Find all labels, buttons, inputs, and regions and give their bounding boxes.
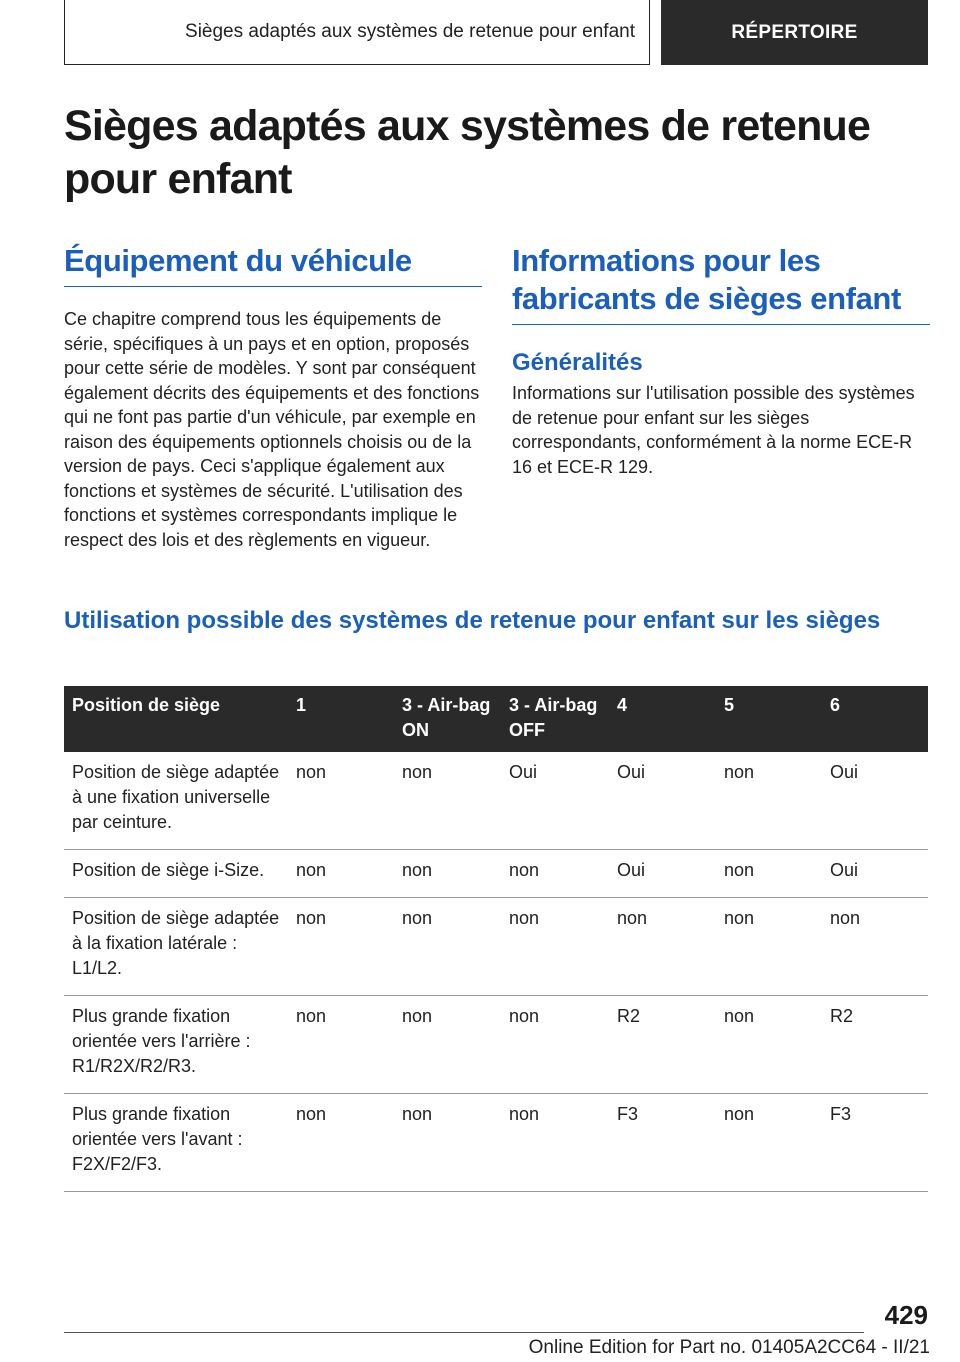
table-row [64,996,928,1094]
table-cell: non [501,1094,609,1192]
table-cell: R2 [822,996,928,1094]
table-cell: Oui [822,752,928,850]
header-cell: 1 [288,686,394,752]
table-cell: non [716,996,822,1094]
table-cell: Oui [822,850,928,898]
general-text: Informations sur l'utilisation possible des systèmes de retenue pour enfant sur les sièges correspondants, conformément à la norme ECE-R 16 et ECE-R 129. [512,383,915,477]
table-cell: Oui [501,752,609,850]
footer-divider [64,1332,864,1333]
page-number: 429 [884,1300,928,1330]
table-cell: non [288,752,394,850]
index-tab[interactable]: RÉPERTOIRE [661,0,928,65]
table-cell: F3 [609,1094,716,1192]
table-row [64,898,928,996]
general-subheading: Généralités [512,349,643,376]
table-cell: non [501,850,609,898]
manufacturer-info-heading: Informations pour les fabricants de sièges enfant [512,242,930,325]
table-cell: Plus grande fixation orientée vers l'avant : F2X/F2/F3. [64,1094,288,1192]
table-cell: Oui [609,752,716,850]
table-cell: non [394,898,501,996]
seat-compatibility-table [64,686,928,1192]
table-cell: non [394,1094,501,1192]
page-title: Sièges adaptés aux systèmes de retenue pour enfant [64,102,871,203]
table-heading: Utilisation possible des systèmes de retenue pour enfant sur les sièges [64,607,881,634]
table-cell: Position de siège adaptée à la fixation latérale : L1/L2. [64,898,288,996]
table-row [64,850,928,898]
table-cell: non [394,850,501,898]
header-cell: 5 [716,686,822,752]
table-cell: non [716,1094,822,1192]
vehicle-equipment-heading: Équipement du véhicule [64,242,482,287]
header-cell: 3 - Air-bag OFF [501,686,609,752]
table-cell: R2 [609,996,716,1094]
manufacturer-info-section [512,242,930,479]
header-cell: 3 - Air-bag ON [394,686,501,752]
table-cell: Oui [609,850,716,898]
header-cell: 4 [609,686,716,752]
table-cell: non [288,996,394,1094]
table-cell: non [501,996,609,1094]
vehicle-equipment-section [64,242,482,552]
table-cell: non [288,898,394,996]
table-cell: non [716,752,822,850]
table-cell: non [501,898,609,996]
table-cell: non [716,850,822,898]
table-cell: non [822,898,928,996]
table-header-row [64,686,928,752]
table-cell: non [394,752,501,850]
table-cell: non [288,850,394,898]
header-bar [64,0,928,65]
section-title-tab[interactable]: Sièges adaptés aux systèmes de retenue pour enfant [64,0,650,65]
table-cell: Plus grande fixation orientée vers l'arrière : R1/R2X/R2/R3. [64,996,288,1094]
table-cell: Position de siège adaptée à une fixation universelle par ceinture. [64,752,288,850]
header-cell: 6 [822,686,928,752]
vehicle-equipment-text: Ce chapitre comprend tous les équipements de série, spécifiques à un pays et en option, proposés pour cette série de modèles. Y sont par conséquent également décrits des équipements et des fonctions qui ne font pas partie d'un véhicule, par exemple en raison des équipements optionnels choisis ou de la version de pays. Ceci s'applique également aux fonctions et systèmes de sécurité. L'utilisation des fonctions et systèmes correspondants implique le respect des lois et des règlements en vigueur. [64,309,480,550]
table-row [64,752,928,850]
table-cell: non [716,898,822,996]
table-row [64,1094,928,1192]
header-cell: Position de siège [64,686,288,752]
table-cell: F3 [822,1094,928,1192]
edition-footer: Online Edition for Part no. 01405A2CC64 - II/21 [528,1337,930,1358]
table-cell: Position de siège i-Size. [64,850,288,898]
table-cell: non [394,996,501,1094]
table-cell: non [609,898,716,996]
table-cell: non [288,1094,394,1192]
